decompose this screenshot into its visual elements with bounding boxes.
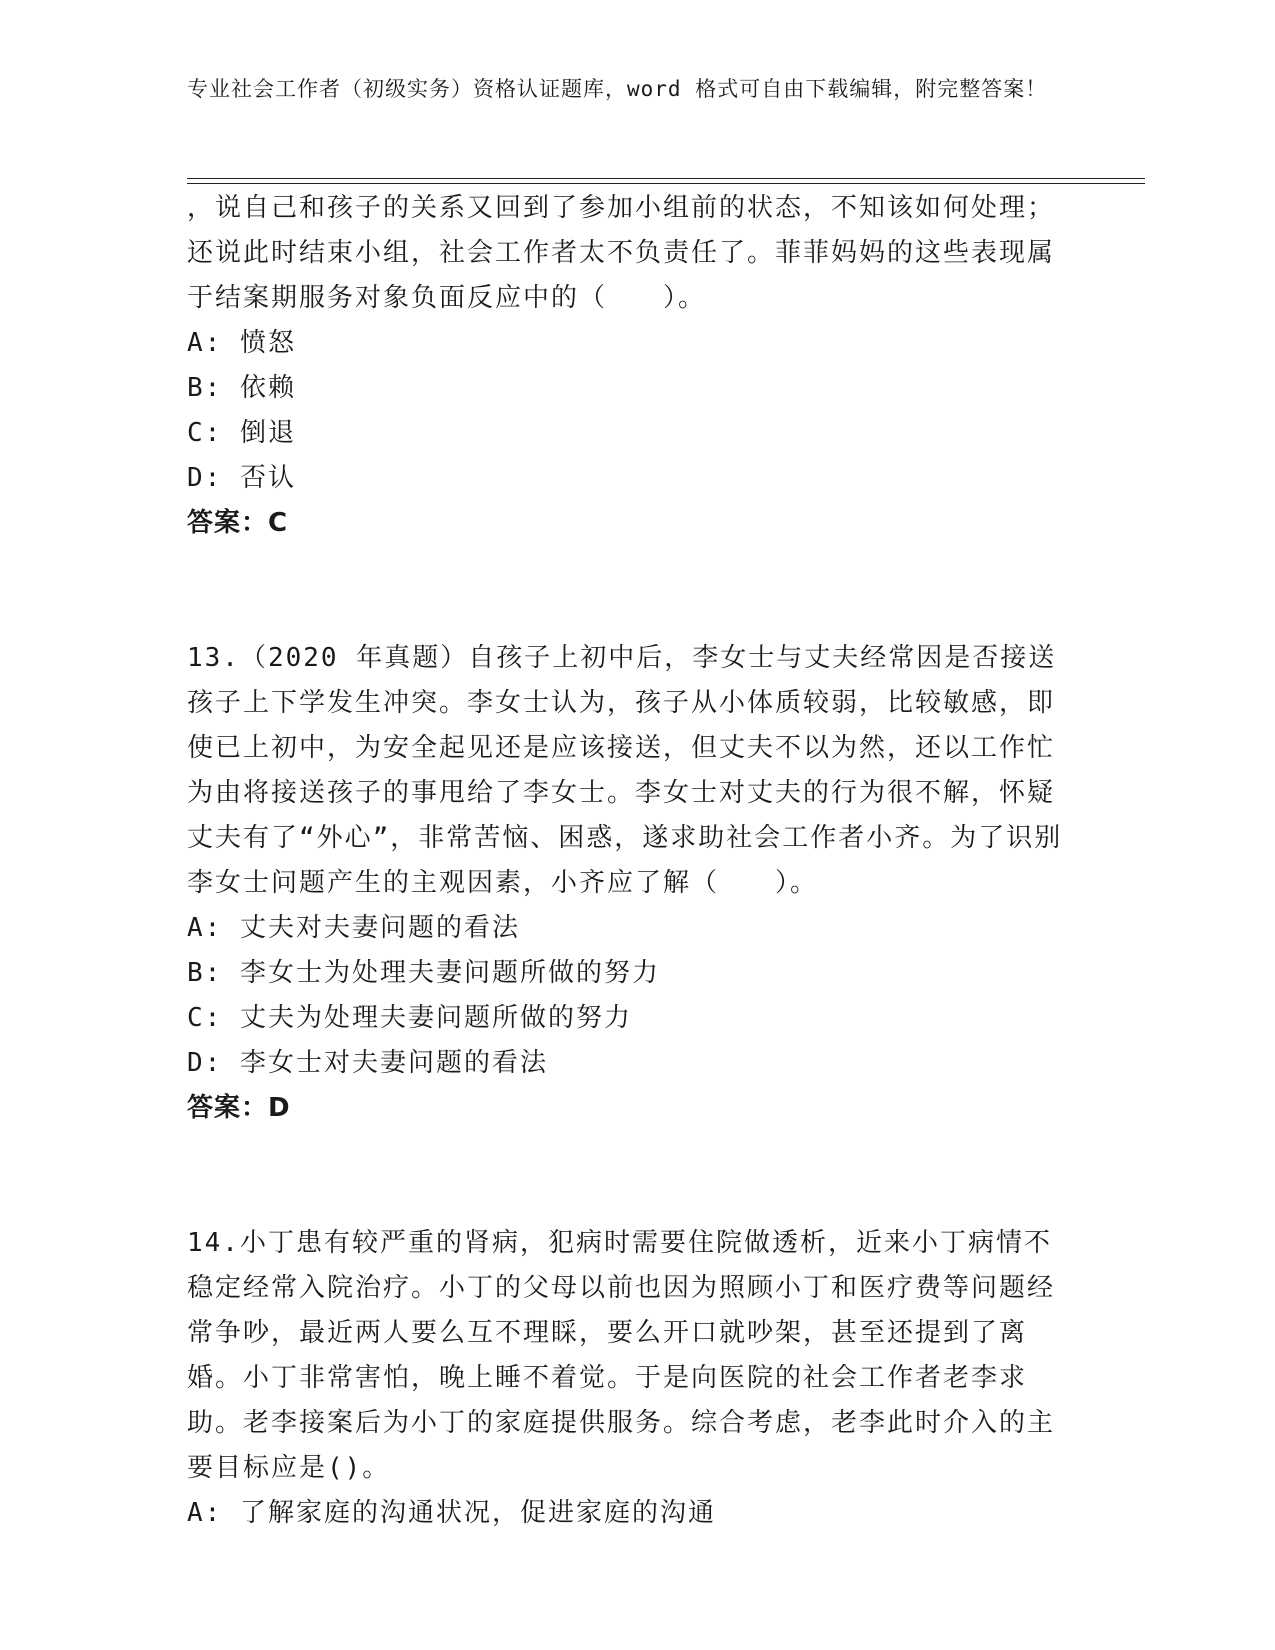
question-12 (187, 186, 1087, 546)
question-12-option-a: A: 愤怒 (187, 328, 296, 358)
question-12-stem: ，说自己和孩子的关系又回到了参加小组前的状态，不知该如何处理；还说此时结束小组，社会工作者太不负责任了。菲菲妈妈的这些表现属于结案期服务对象负面反应中的（ ）。 (187, 193, 1056, 313)
question-13-answer: 答案：D (187, 1093, 291, 1123)
question-14-option-a: A: 了解家庭的沟通状况，促进家庭的沟通 (187, 1498, 716, 1528)
header-divider-bottom (187, 183, 1145, 184)
question-13-option-a: A: 丈夫对夫妻问题的看法 (187, 913, 520, 943)
question-12-option-c: C: 倒退 (187, 418, 296, 448)
question-13-option-c: C: 丈夫为处理夫妻问题所做的努力 (187, 1003, 632, 1033)
question-14 (187, 1221, 1087, 1536)
question-12-option-b: B: 依赖 (187, 373, 296, 403)
header-divider-top (187, 178, 1145, 179)
question-13 (187, 636, 1087, 1131)
question-13-stem: 13.（2020 年真题）自孩子上初中后，李女士与丈夫经常因是否接送孩子上下学发生冲突。李女士认为，孩子从小体质较弱，比较敏感，即使已上初中，为安全起见还是应该接送，但丈夫不以为然，还以工作忙为由将接送孩子的事甩给了李女士。李女士对丈夫的行为很不解，怀疑丈夫有了“外心”，非常苦恼、困惑，遂求助社会工作者小齐。为了识别李女士问题产生的主观因素，小齐应了解（ ）。 (187, 643, 1063, 898)
page-header (187, 73, 1067, 106)
question-13-option-d: D: 李女士对夫妻问题的看法 (187, 1048, 548, 1078)
question-gap (187, 546, 1087, 636)
question-gap (187, 1131, 1087, 1221)
question-12-option-d: D: 否认 (187, 463, 296, 493)
question-content (187, 186, 1087, 1536)
question-14-stem: 14.小丁患有较严重的肾病，犯病时需要住院做透析，近来小丁病情不稳定经常入院治疗。小丁的父母以前也因为照顾小丁和医疗费等问题经常争吵，最近两人要么互不理睬，要么开口就吵架，甚至还提到了离婚。小丁非常害怕，晚上睡不着觉。于是向医院的社会工作者老李求助。老李接案后为小丁的家庭提供服务。综合考虑，老李此时介入的主要目标应是()。 (187, 1228, 1056, 1483)
header-text: 专业社会工作者（初级实务）资格认证题库，word 格式可自由下载编辑，附完整答案！ (187, 77, 1048, 101)
question-13-option-b: B: 李女士为处理夫妻问题所做的努力 (187, 958, 660, 988)
question-12-answer: 答案：C (187, 508, 289, 538)
